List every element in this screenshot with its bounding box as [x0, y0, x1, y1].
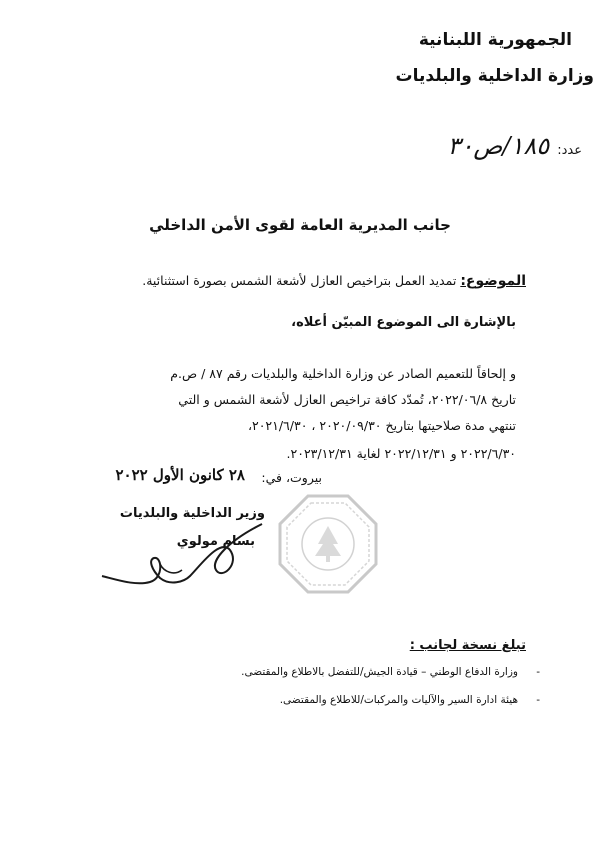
date-stamp: ٢٨ كانون الأول ٢٠٢٢: [115, 466, 245, 484]
official-seal: [276, 492, 380, 596]
subject-line: [142, 273, 526, 289]
body-line-4: ٢٠٢٢/٦/٣٠ و ٢٠٢٢/١٢/٣١ لغاية ٢٠٢٣/١٢/٣١.: [286, 446, 516, 461]
copy-recipient: وزارة الدفاع الوطني – قيادة الجيش/للتفضل بالاطلاع والمقتضى.: [241, 666, 518, 678]
signatory-name: بسام مولوي: [176, 534, 255, 549]
reference-number: [448, 132, 582, 160]
copies-list: [241, 666, 540, 722]
copies-title: تبلغ نسخة لجانب :: [409, 638, 526, 653]
header-republic: الجمهورية اللبنانية: [418, 30, 572, 50]
body-line-3: تنتهي مدة صلاحيتها بتاريخ ٢٠٢٠/٠٩/٣٠ ، ٢٠٢١/٦/٣٠،: [247, 418, 516, 433]
reference-number-label: عدد:: [557, 143, 582, 158]
signatory-title: وزير الداخلية والبلديات: [119, 506, 265, 521]
addressee: جانب المديرية العامة لقوى الأمن الداخلي: [149, 216, 451, 234]
list-item: [241, 694, 540, 706]
header-ministry: وزارة الداخلية والبلديات: [395, 66, 594, 86]
list-bullet: -: [536, 694, 540, 706]
list-item: [241, 666, 540, 678]
place-date-label: بيروت، في:: [261, 470, 322, 485]
body-line-1: و إلحاقاً للتعميم الصادر عن وزارة الداخلية والبلديات رقم ٨٧ / ص.م: [170, 366, 516, 381]
body-line-2: تاريخ ٢٠٢٢/٠٦/٨، تُمدّد كافة تراخيص العازل لأشعة الشمس و التي: [178, 392, 516, 407]
copy-recipient: هيئة ادارة السير والآليات والمركبات/للاطلاع والمقتضى.: [279, 694, 518, 706]
subject-text: تمديد العمل بتراخيص العازل لأشعة الشمس بصورة استثنائية.: [142, 273, 457, 288]
list-bullet: -: [536, 666, 540, 678]
reference-number-value: ١٨٥/ص٣٠: [447, 132, 550, 160]
reference-line: بالإشارة الى الموضوع المبيّن أعلاه،: [291, 315, 516, 330]
handwritten-signature: [90, 520, 270, 590]
subject-label: الموضوع:: [460, 273, 526, 289]
